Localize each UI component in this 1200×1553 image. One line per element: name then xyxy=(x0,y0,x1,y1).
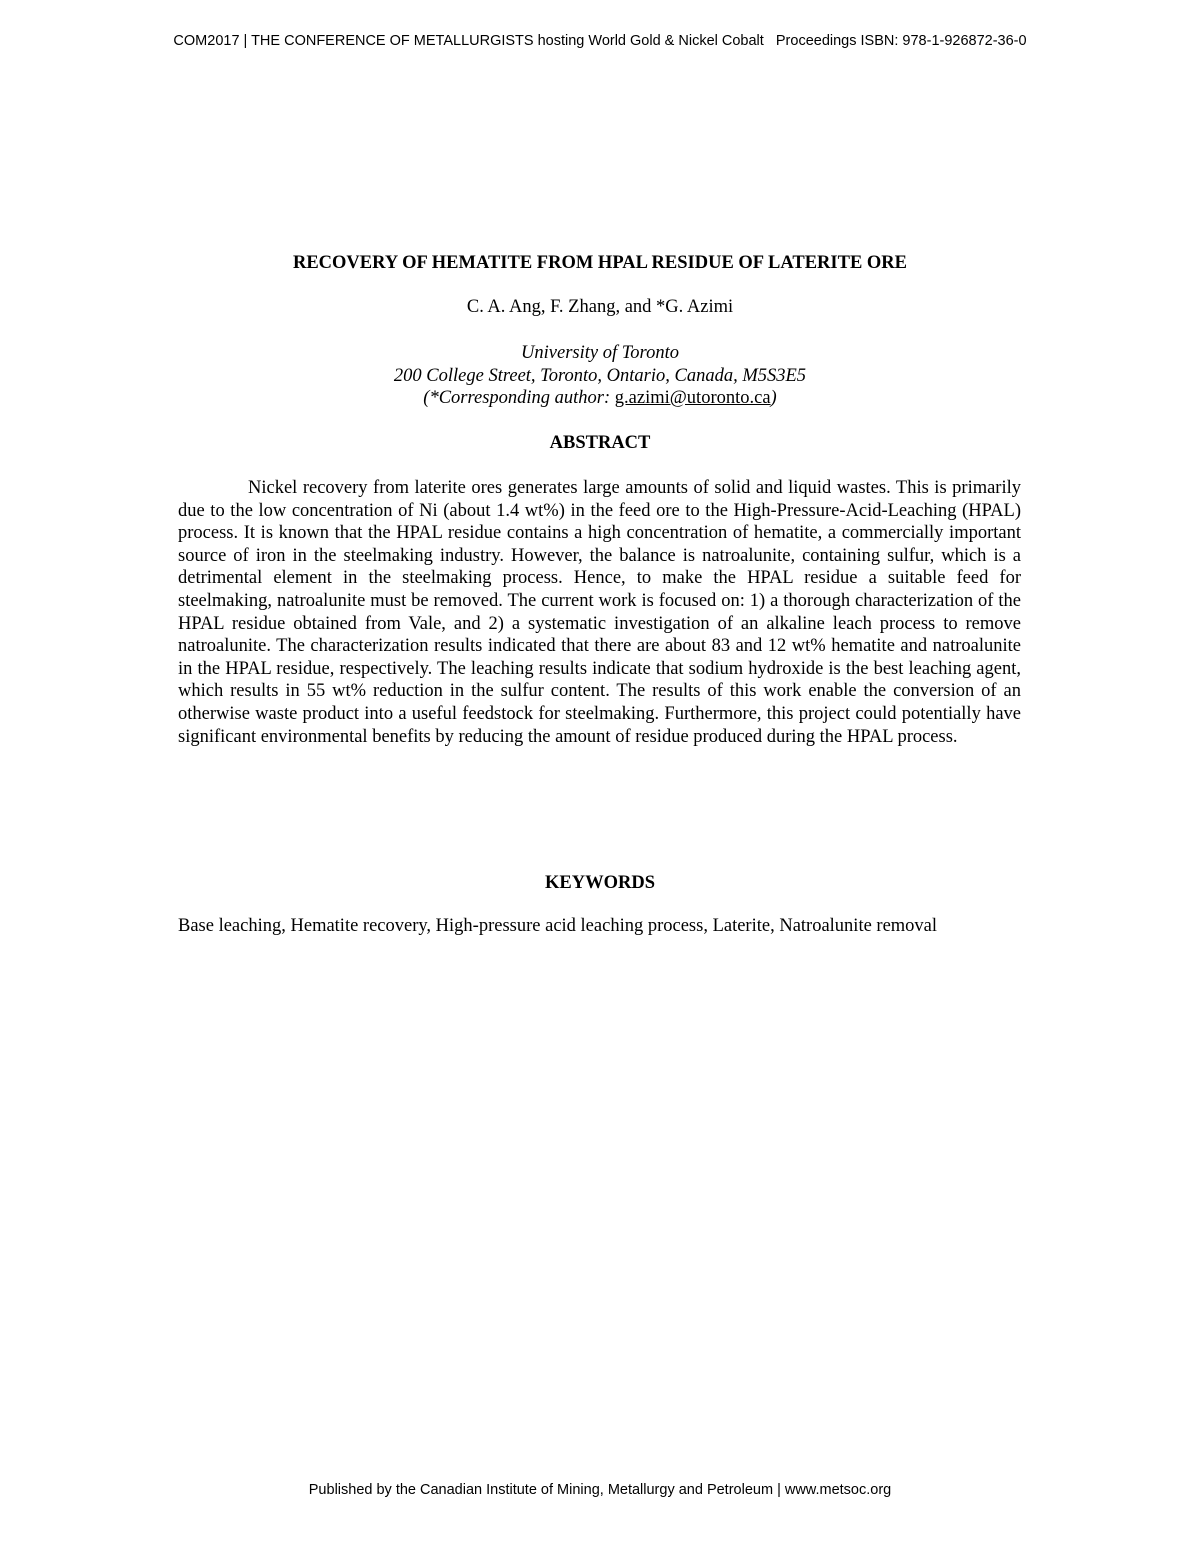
email-link[interactable]: g.azimi@utoronto.ca xyxy=(614,388,771,408)
affiliation-block xyxy=(0,342,1200,410)
publisher-footer: Published by the Canadian Institute of Mining, Metallurgy and Petroleum | www.metsoc.org xyxy=(308,1482,892,1498)
institution: University of Toronto xyxy=(521,343,679,363)
running-header: COM2017 | THE CONFERENCE OF METALLURGISTS hosting World Gold & Nickel Cobalt Proceedings ISBN: 978-1-926872-36-0 xyxy=(173,33,1027,49)
keywords-heading: KEYWORDS xyxy=(545,873,655,893)
paper-title: RECOVERY OF HEMATITE FROM HPAL RESIDUE OF LATERITE ORE xyxy=(292,253,908,273)
abstract-text: Nickel recovery from laterite ores generates large amounts of solid and liquid wastes. This is primarily due to the low concentration of Ni (about 1.4 wt%) in the feed ore to the High-Pressure-Acid-Leaching (HPAL) process. It is known that the HPAL residue contains a high concentration of hematite, a commercially important source of iron in the steelmaking industry. However, the balance is natroalunite, containing sulfur, which is a detrimental element in the steelmaking process. Hence, to make the HPAL residue a suitable feed for steelmaking, natroalunite must be removed. The current work is focused on: 1) a thorough characterization of the HPAL residue obtained from Vale, and 2) a systematic investigation of an alkaline leach process to remove natroalunite. The characterization results indicated that there are about 83 and 12 wt% hematite and natroalunite in the HPAL residue, respectively. The leaching results indicate that sodium hydroxide is the best leaching agent, which results in 55 wt% reduction in the sulfur content. The results of this work enable the conversion of an otherwise waste product into a useful feedstock for steelmaking. Furthermore, this project could potentially have significant environmental benefits by reducing the amount of residue produced during the HPAL process. xyxy=(178,478,1021,747)
corresponding-author xyxy=(0,387,1200,410)
corresponding-suffix: ) xyxy=(770,388,777,408)
keywords-text: Base leaching, Hematite recovery, High-pressure acid leaching process, Laterite, Natroalunite removal xyxy=(178,916,938,936)
corresponding-prefix: (*Corresponding author: xyxy=(423,388,615,408)
address: 200 College Street, Toronto, Ontario, Canada, M5S3E5 xyxy=(393,365,807,386)
abstract-heading: ABSTRACT xyxy=(549,433,651,453)
author-list: C. A. Ang, F. Zhang, and *G. Azimi xyxy=(466,297,734,317)
